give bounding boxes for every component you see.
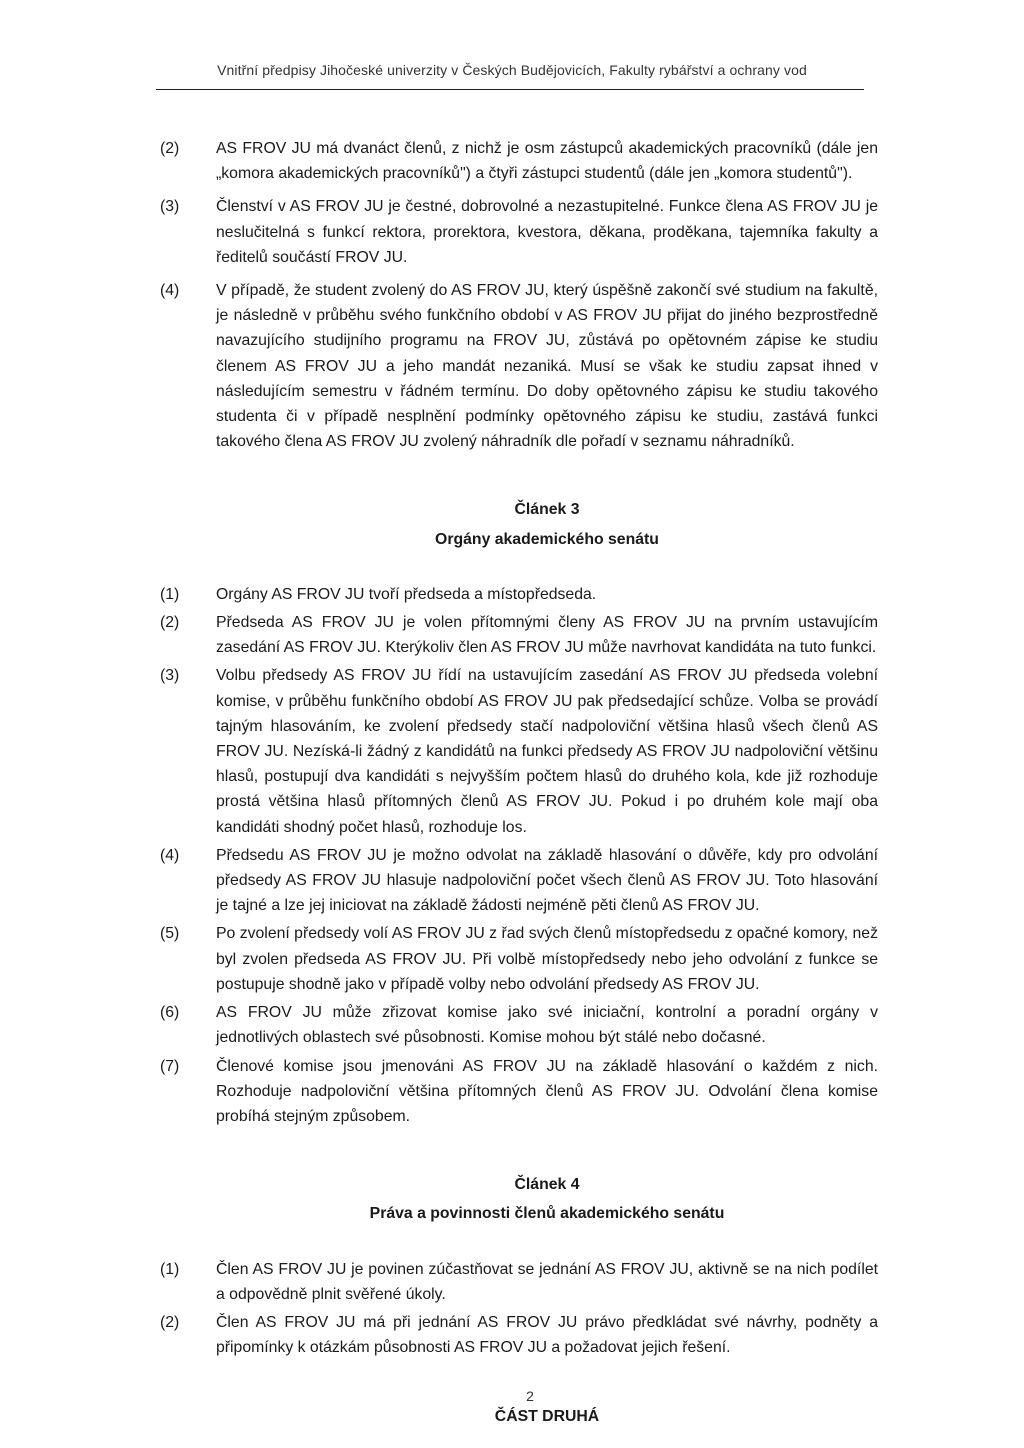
paragraph: [160, 610, 878, 660]
paragraph-number: (3): [160, 198, 180, 216]
paragraph-text: Předsedu AS FROV JU je možno odvolat na základě hlasování o důvěře, kdy pro odvolání předsedy AS FROV JU hlasuje nadpoloviční počet všech členů AS FROV JU. Toto hlasování je tajné a lze jej iniciovat na základě žádosti nejméně pěti členů AS FROV JU.: [216, 846, 878, 915]
paragraph-text: Orgány AS FROV JU tvoří předseda a místopředseda.: [216, 585, 597, 603]
paragraph-text: Volbu předsedy AS FROV JU řídí na ustavujícím zasedání AS FROV JU předseda volební komise, v průběhu funkčního období AS FROV JU pak předsedající schůze. Volba se provádí tajným hlasováním, ke zvolení předsedy stačí nadpoloviční většina hlasů všech členů AS FROV JU. Nezíská-li žádný z kandidátů na funkci předsedy AS FROV JU nadpoloviční většinu hlasů, postupují dva kandidáti s nejvyšším počtem hlasů do druhého kola, kde již rozhoduje prostá většina hlasů přítomných členů AS FROV JU. Pokud i po druhém kole mají oba kandidáti shodný počet hlasů, rozhoduje los.: [216, 667, 878, 836]
paragraph: [160, 582, 878, 607]
paragraph: [160, 278, 878, 454]
paragraph-number: (1): [160, 585, 180, 603]
paragraph-number: (3): [160, 667, 180, 685]
paragraph: [160, 843, 878, 919]
paragraph: [160, 1310, 878, 1360]
header-divider: [156, 89, 864, 90]
paragraph-number: (4): [160, 282, 180, 300]
paragraph-text: AS FROV JU má dvanáct členů, z nichž je osm zástupců akademických pracovníků (dále jen „komora akademických pracovníků") a čtyři zástupci studentů (dále jen „komora studentů").: [216, 140, 878, 183]
document-body: [160, 136, 878, 1430]
paragraph-number: (2): [160, 614, 180, 632]
article-title: Práva a povinnosti členů akademického senátu: [369, 1205, 725, 1223]
paragraph-text: Předseda AS FROV JU je volen přítomnými členy AS FROV JU na prvním ustavujícím zasedání AS FROV JU. Kterýkoliv člen AS FROV JU může navrhovat kandidáta na tuto funkci.: [216, 614, 878, 657]
article-title: Orgány akademického senátu: [435, 530, 659, 548]
paragraph-text: Členové komise jsou jmenováni AS FROV JU na základě hlasování o každém z nich. Rozhoduje nadpoloviční většina přítomných členů AS FROV JU. Odvolání člena komise probíhá stejným způsobem.: [216, 1057, 878, 1125]
paragraph-number: (1): [160, 1260, 180, 1278]
paragraph-text: Člen AS FROV JU má při jednání AS FROV JU právo předkládat své návrhy, podněty a připomínky k otázkám působnosti AS FROV JU a požadovat jejich řešení.: [216, 1313, 878, 1357]
paragraph-number: (7): [160, 1057, 180, 1075]
paragraph: [160, 194, 878, 270]
paragraph: [160, 1257, 878, 1307]
paragraph-text: AS FROV JU může zřizovat komise jako své iniciační, kontrolní a poradní orgány v jednotlivých oblastech své působnosti. Komise mohou být stálé nebo dočasné.: [216, 1004, 878, 1047]
paragraph: [160, 921, 878, 997]
paragraph-number: (2): [160, 140, 180, 157]
paragraph: [160, 1000, 878, 1050]
paragraph-number: (5): [160, 925, 180, 943]
paragraph-text: Po zvolení předsedy volí AS FROV JU z řad svých členů místopředsedu z opačné komory, než byl zvolen předseda AS FROV JU. Při volbě místopředsedy nebo jeho odvolání z funkce se postupuje shodně jako v případě volby nebo odvolání předsedy AS FROV JU.: [216, 925, 878, 993]
page-number: 2: [526, 1388, 534, 1404]
article-number: Článek 3: [514, 501, 580, 519]
paragraph: [160, 663, 878, 839]
paragraph-text: V případě, že student zvolený do AS FROV JU, který úspěšně zakončí své studium na fakultě, je následně v průběhu svého funkčního období v AS FROV JU přijat do jiného bezprostředně navazujícího studijního programu na FROV JU, zůstává po opětovném zápise ke studiu členem AS FROV JU a jeho mandát nezaniká. Musí se však ke studiu zapsat ihned v následujícím semestru v řádném termínu. Do doby opětovného zápisu ke studiu takového studenta či v případě nesplnění podmínky opětovného zápisu ke studiu, zastává funkci takového člena AS FROV JU zvolený náhradník dle pořadí v seznamu náhradníků.: [216, 282, 878, 451]
paragraph: [160, 1054, 878, 1130]
paragraph-text: Člen AS FROV JU je povinen zúčastňovat se jednání AS FROV JU, aktivně se na nich podílet a odpovědně plnit svěřené úkoly.: [216, 1260, 878, 1303]
paragraph-number: (4): [160, 846, 180, 864]
document-header: Vnitřní předpisy Jihočeské univerzity v Českých Budějovicích, Fakulty rybářství a ochrany vod: [217, 62, 807, 78]
part-heading: ČÁST DRUHÁ: [494, 1408, 600, 1426]
paragraph-text: Členství v AS FROV JU je čestné, dobrovolné a nezastupitelné. Funkce člena AS FROV JU je neslučitelná s funkcí rektora, prorektora, kvestora, děkana, proděkana, tajemníka fakulty a ředitelů součástí FROV JU.: [216, 198, 878, 266]
paragraph: [160, 136, 878, 186]
paragraph-number: (6): [160, 1004, 180, 1022]
article-number: Článek 4: [514, 1176, 580, 1194]
paragraph-number: (2): [160, 1313, 180, 1331]
